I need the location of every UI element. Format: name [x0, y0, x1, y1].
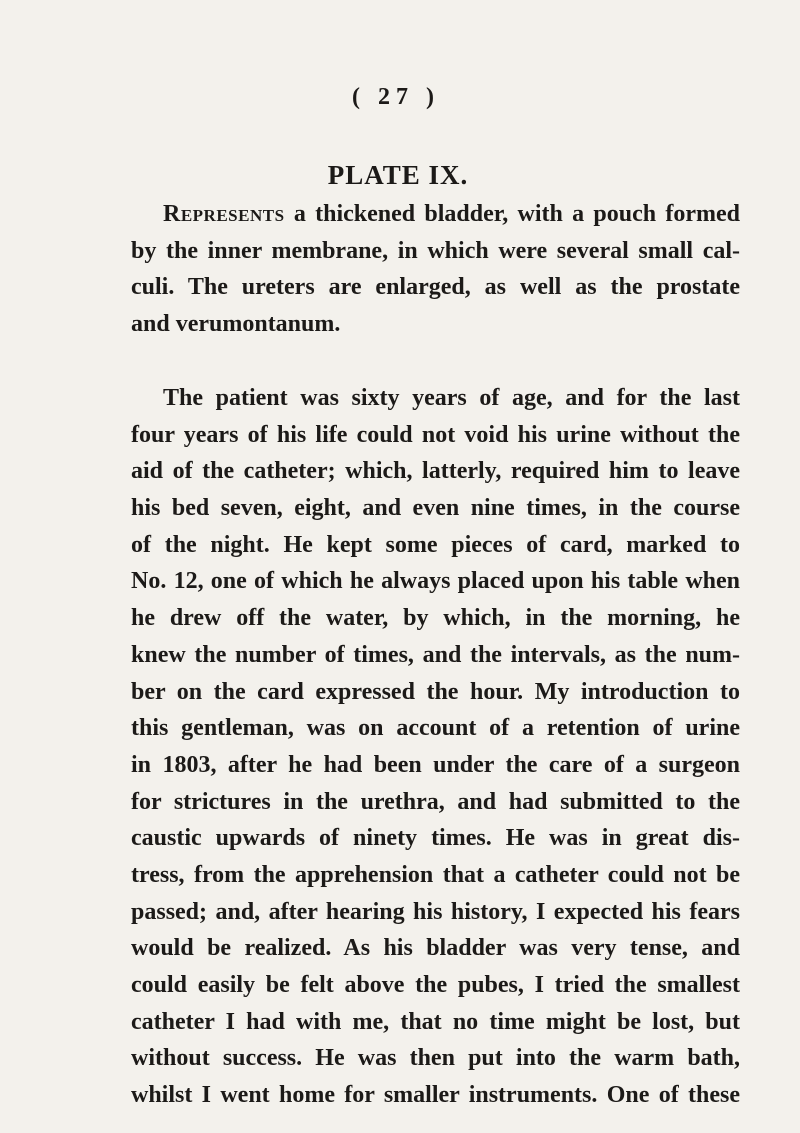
text-line: culi. The ureters are enlarged, as well as the prostate: [131, 274, 740, 301]
plate-title: PLATE IX.: [327, 160, 469, 190]
text-line: by the inner membrane, in which were several small cal-: [131, 237, 740, 264]
line-text: a thickened bladder, with a pouch formed: [284, 201, 740, 227]
text-line: four years of his life could not void his urine without the: [131, 421, 740, 448]
text-line: ber on the card expressed the hour. My introduction to: [131, 678, 740, 705]
page-number: ( 27 ): [352, 84, 440, 110]
text-line: [131, 196, 740, 233]
paragraph-plate-description: [131, 196, 740, 343]
text-line: whilst I went home for smaller instruments. One of these: [131, 1082, 740, 1109]
text-line: passed; and, after hearing his history, I expected his fears: [131, 898, 740, 925]
text-line: could easily be felt above the pubes, I tried the smallest: [131, 972, 740, 998]
text-line: his bed seven, eight, and even nine times, in the course: [131, 495, 740, 522]
text-line: and verumontanum.: [131, 311, 341, 338]
text-line: of the night. He kept some pieces of card, marked to: [131, 531, 740, 558]
paragraph-case-history: [131, 380, 740, 1114]
lead-word: Represents: [163, 201, 285, 227]
text-line: for strictures in the urethra, and had submitted to the: [131, 788, 740, 815]
text-line: The patient was sixty years of age, and for the last: [163, 385, 740, 411]
text-line: tress, from the apprehension that a catheter could not be: [131, 861, 740, 888]
text-line: in 1803, after he had been under the care of a surgeon: [131, 751, 740, 778]
text-line: he drew off the water, by which, in the morning, he: [131, 605, 740, 632]
text-line: knew the number of times, and the intervals, as the num-: [131, 641, 740, 668]
text-line: would be realized. As his bladder was very tense, and: [131, 935, 740, 962]
text-line: without success. He was then put into the warm bath,: [131, 1045, 740, 1072]
text-line: this gentleman, was on account of a retention of urine: [131, 715, 740, 742]
text-line: catheter I had with me, that no time might be lost, but: [131, 1008, 740, 1035]
text-line: caustic upwards of ninety times. He was in great dis-: [131, 825, 740, 852]
text-line: No. 12, one of which he always placed upon his table when: [131, 568, 740, 595]
text-line: aid of the catheter; which, latterly, required him to leave: [131, 458, 740, 485]
